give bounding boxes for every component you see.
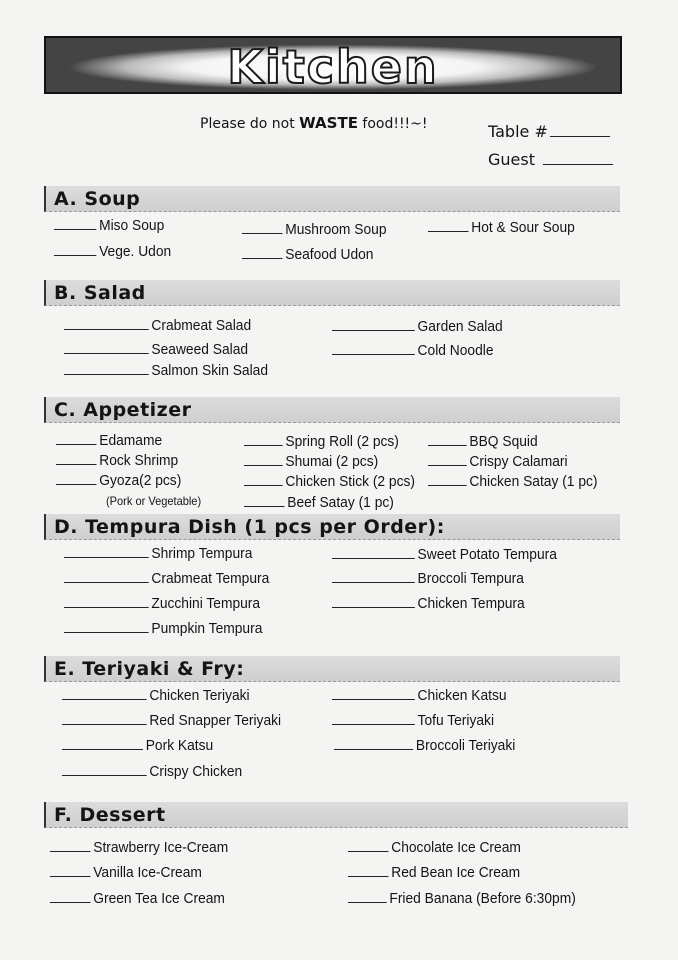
item-label: Chicken Stick (2 pcs) [285,473,416,490]
menu-item[interactable] [62,737,213,755]
item-label: Red Snapper Teriyaki [149,712,282,729]
menu-item[interactable] [332,570,524,588]
menu-item[interactable] [64,620,262,638]
order-blank[interactable] [64,329,149,330]
item-label: Strawberry Ice-Cream [93,839,229,856]
section-header-tempura [44,514,620,540]
item-label: Chicken Satay (1 pc) [469,473,598,490]
menu-item[interactable] [50,839,228,857]
item-label: Shumai (2 pcs) [285,453,379,470]
order-blank[interactable] [428,231,468,232]
menu-item[interactable] [348,890,576,908]
order-blank[interactable] [428,445,467,446]
menu-item[interactable] [332,687,507,705]
kitchen-banner [44,36,622,94]
item-label: Pork Katsu [145,737,214,754]
menu-item[interactable] [62,712,281,730]
section-header-teriyaki [44,656,620,682]
menu-item[interactable] [244,433,399,451]
item-label: Cold Noodle [417,342,494,359]
section-title: F. Dessert [54,804,166,826]
menu-item[interactable] [332,595,525,613]
order-blank[interactable] [64,557,149,558]
menu-item[interactable] [62,763,242,781]
item-label: Salmon Skin Salad [151,362,269,379]
order-blank[interactable] [62,724,147,725]
menu-item[interactable] [332,546,557,564]
menu-item[interactable] [334,737,515,755]
menu-item[interactable] [244,494,394,512]
menu-item[interactable] [242,246,373,264]
menu-item[interactable] [64,317,251,335]
menu-item[interactable] [428,453,568,471]
order-blank[interactable] [244,485,283,486]
item-label: Zucchini Tempura [151,595,261,612]
menu-item[interactable] [332,318,503,336]
table-number-field[interactable] [488,122,610,141]
guest-field[interactable] [488,150,613,169]
table-label: Table # [488,122,548,141]
menu-item[interactable] [64,545,252,563]
section-title: C. Appetizer [54,399,192,421]
menu-item[interactable] [332,342,494,360]
order-blank[interactable] [50,876,90,877]
menu-item[interactable] [428,473,597,491]
section-header-salad [44,280,620,306]
item-label: Fried Banana (Before 6:30pm) [389,890,576,907]
menu-item[interactable] [50,890,225,908]
guest-blank[interactable] [543,164,613,165]
guest-label: Guest [488,150,535,169]
menu-item[interactable] [56,452,178,470]
menu-item[interactable] [56,472,181,490]
menu-item[interactable] [54,243,171,261]
menu-item[interactable] [348,839,521,857]
item-label: Hot & Sour Soup [471,219,575,236]
section-header-appetizer [44,397,620,423]
order-blank[interactable] [62,749,143,750]
item-label: Chicken Katsu [417,687,507,704]
waste-notice [200,114,428,132]
order-blank[interactable] [62,775,147,776]
order-blank[interactable] [332,582,415,583]
section-header-soup [44,186,620,212]
order-blank[interactable] [244,465,283,466]
order-blank[interactable] [64,374,149,375]
order-blank[interactable] [332,330,415,331]
menu-item[interactable] [64,362,268,380]
order-blank[interactable] [64,582,149,583]
order-blank[interactable] [332,724,415,725]
item-label: Pumpkin Tempura [151,620,263,637]
item-label: Red Bean Ice Cream [391,864,521,881]
order-blank[interactable] [332,699,415,700]
section-header-dessert [44,802,628,828]
order-blank[interactable] [50,851,90,852]
item-label: Green Tea Ice Cream [93,890,225,907]
menu-item[interactable] [64,341,248,359]
item-label: Seaweed Salad [151,341,249,358]
item-label: Crispy Calamari [469,453,568,470]
item-label: Vege. Udon [99,243,172,260]
order-blank[interactable] [348,876,388,877]
item-label: Shrimp Tempura [151,545,253,562]
menu-item[interactable] [62,687,250,705]
menu-item[interactable] [428,433,538,451]
menu-item[interactable] [428,219,575,237]
order-blank[interactable] [332,354,415,355]
item-label: Vanilla Ice-Cream [93,864,202,881]
order-blank[interactable] [244,506,284,507]
notice-post: food!!!~! [357,116,428,132]
item-label: Spring Roll (2 pcs) [285,433,399,450]
order-blank[interactable] [54,229,96,230]
order-blank[interactable] [242,233,282,234]
menu-item[interactable] [332,712,494,730]
item-label: Sweet Potato Tempura [417,546,557,563]
item-label: Crabmeat Salad [151,317,252,334]
menu-item[interactable] [244,473,415,491]
order-blank[interactable] [56,484,96,485]
item-label: Crabmeat Tempura [151,570,270,587]
menu-item[interactable] [242,221,386,239]
menu-item[interactable] [244,453,378,471]
item-label: BBQ Squid [469,433,538,450]
item-label: Broccoli Teriyaki [415,737,516,754]
order-blank[interactable] [334,749,413,750]
order-blank[interactable] [64,353,149,354]
item-label: Gyoza(2 pcs) [99,472,182,489]
order-blank[interactable] [64,632,149,633]
menu-item[interactable] [54,217,164,235]
gyoza-note: (Pork or Vegetable) [106,494,202,508]
menu-item[interactable] [348,864,520,882]
order-blank[interactable] [332,558,415,559]
order-blank[interactable] [244,445,283,446]
item-label: Beef Satay (1 pc) [287,494,394,511]
item-label: Crispy Chicken [149,763,243,780]
order-blank[interactable] [56,464,96,465]
order-blank[interactable] [348,902,387,903]
menu-item[interactable] [50,864,202,882]
order-blank[interactable] [50,902,90,903]
item-label: Mushroom Soup [285,221,387,238]
item-label: Tofu Teriyaki [417,712,495,729]
item-label: Broccoli Tempura [417,570,524,587]
item-label: Rock Shrimp [99,452,179,469]
table-blank[interactable] [550,136,610,137]
item-label: Miso Soup [99,217,165,234]
order-blank[interactable] [348,851,388,852]
order-blank[interactable] [54,255,96,256]
section-title: D. Tempura Dish (1 pcs per Order): [54,516,445,538]
order-blank[interactable] [64,607,149,608]
item-label: Seafood Udon [285,246,374,263]
menu-item[interactable] [64,570,269,588]
order-blank[interactable] [332,607,415,608]
notice-bold: WASTE [299,114,358,132]
order-blank[interactable] [56,444,96,445]
banner-title: Kitchen [227,40,439,94]
item-label: Chicken Tempura [417,595,525,612]
menu-item[interactable] [64,595,260,613]
order-blank[interactable] [428,465,467,466]
item-label: Edamame [99,432,163,449]
order-blank[interactable] [62,699,147,700]
notice-pre: Please do not [200,116,300,132]
item-label: Garden Salad [417,318,503,335]
section-title: B. Salad [54,282,146,304]
section-title: E. Teriyaki & Fry: [54,658,245,680]
order-blank[interactable] [242,258,282,259]
order-blank[interactable] [428,485,467,486]
section-title: A. Soup [54,188,141,210]
item-label: Chicken Teriyaki [149,687,250,704]
menu-item[interactable] [56,432,162,450]
item-label: Chocolate Ice Cream [391,839,521,856]
